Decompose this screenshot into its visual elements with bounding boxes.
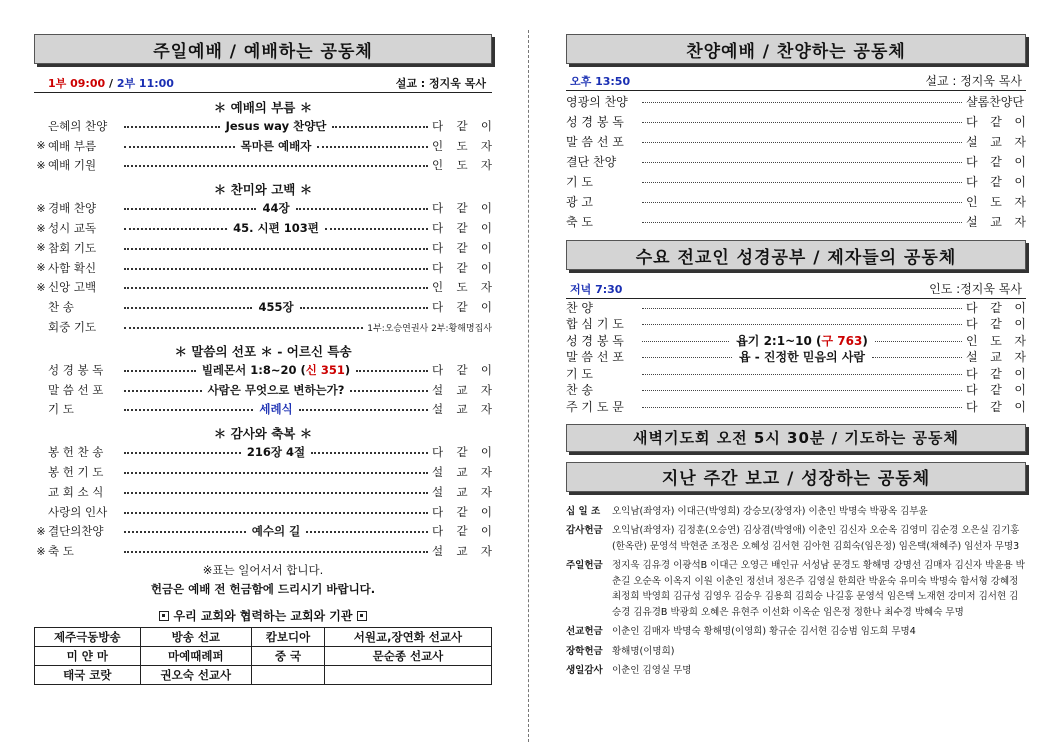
order-label: 축 도 — [48, 544, 74, 559]
order-leader: 다 같 이 — [432, 240, 492, 255]
order-row — [34, 482, 492, 502]
order-detail-text: 빌레몬서 1:8~20 ( — [201, 362, 306, 377]
dot-leader — [124, 452, 241, 454]
order-detail — [239, 138, 314, 154]
praise-preacher: 설교 : 정지욱 목사 — [925, 74, 1022, 88]
order-row — [566, 316, 1026, 333]
dot-leader — [124, 512, 428, 514]
order-leader: 설 교 자 — [432, 544, 492, 559]
order-label: 봉 헌 찬 송 — [48, 445, 104, 460]
partners-cell: 권오숙 선교사 — [140, 666, 252, 685]
partners-row — [35, 666, 492, 685]
order-label: 사함 확신 — [48, 260, 97, 275]
partners-title — [34, 607, 492, 625]
report-item — [566, 624, 1026, 640]
order-label: 은혜의 찬양 — [48, 118, 108, 133]
partners-cell: 서원교,장연화 선교사 — [324, 628, 491, 647]
order-label: 말 씀 선 포 — [566, 350, 624, 365]
report-names: 이춘인 김영실 무명 — [612, 665, 692, 676]
dot-leader — [317, 146, 428, 148]
dot-leader — [124, 472, 428, 474]
sunday-preacher: 설교 : 정지욱 목사 — [395, 77, 486, 90]
weekly-report-banner: 지난 주간 보고 / 성장하는 공동체 — [566, 462, 1026, 492]
report-item — [566, 558, 1026, 620]
order-leader: 다 같 이 — [432, 524, 493, 539]
order-detail — [245, 444, 307, 460]
dot-leader — [124, 248, 428, 250]
column-divider — [528, 30, 529, 742]
partners-row — [35, 628, 492, 647]
dot-leader — [124, 146, 235, 148]
order-detail — [257, 401, 294, 417]
dot-leader — [642, 324, 962, 325]
dot-leader — [325, 228, 428, 230]
order-label: 회중 기도 — [48, 320, 97, 335]
partners-cell — [252, 666, 325, 685]
order-label: 광 고 — [566, 194, 593, 209]
sunday-service-info — [34, 76, 492, 93]
dot-leader — [306, 531, 428, 533]
dot-leader — [124, 409, 253, 411]
partners-cell: 태국 코랏 — [35, 666, 141, 685]
standing-mark: ※ — [36, 261, 46, 275]
order-detail — [260, 200, 291, 216]
dot-leader — [642, 162, 962, 163]
order-label: 신앙 고백 — [48, 280, 97, 295]
order-row — [566, 131, 1026, 151]
order-leader: 다 같 이 — [432, 118, 493, 133]
first-service-time: 1부 09:00 — [48, 77, 106, 90]
order-label: 성 경 봉 독 — [566, 333, 624, 348]
order-row — [566, 398, 1026, 415]
order-label: 성 경 봉 독 — [566, 114, 624, 129]
report-category: 선교헌금 — [566, 626, 603, 637]
order-label: 성시 교독 — [48, 221, 97, 236]
order-row — [34, 400, 492, 420]
dot-leader — [642, 357, 732, 358]
praise-order-of-service — [566, 91, 1026, 231]
dot-leader — [299, 409, 428, 411]
dot-leader — [300, 307, 428, 309]
partners-cell: 방송 선교 — [140, 628, 252, 647]
report-category: 십 일 조 — [566, 505, 601, 517]
dot-leader — [124, 126, 220, 128]
order-detail-end: ) — [862, 333, 868, 348]
order-label: 찬 양 — [566, 300, 593, 315]
order-row — [34, 297, 492, 317]
order-label: 결단의찬양 — [48, 524, 104, 539]
order-row — [34, 541, 492, 561]
standing-mark: ※ — [36, 221, 46, 235]
report-item — [566, 523, 1026, 554]
report-category: 주일헌금 — [566, 560, 603, 571]
order-leader: 인 도 자 — [432, 138, 493, 153]
order-label: 축 도 — [566, 214, 593, 229]
dot-leader — [311, 452, 428, 454]
dot-leader — [124, 551, 428, 553]
order-leader: 설 교 자 — [966, 214, 1026, 229]
order-row — [34, 380, 492, 400]
standing-note: ※표는 일어서서 합니다. — [202, 563, 324, 578]
order-label: 말 씀 선 포 — [48, 382, 104, 397]
order-label: 결단 찬양 — [566, 154, 617, 169]
order-detail — [200, 362, 352, 378]
order-row — [34, 156, 492, 176]
order-detail-text: 455장 — [258, 300, 294, 315]
order-leader: 다 같 이 — [966, 366, 1026, 381]
order-detail-end: ) — [344, 362, 351, 377]
order-label: 찬 송 — [48, 300, 74, 315]
order-leader: 다 같 이 — [966, 399, 1026, 414]
report-names: 정지욱 김유경 이광석B 이대근 오영근 배인규 서성남 문경도 황해명 강명선 김매자 김신자 박윤용 박춘길 오순옥 이옥지 이원 이춘인 정선녀 정은주 김영실 한희란 박윤숙 유미숙 박명숙 함서형 강혜정 최정희 박영희 김규성 김영우 김승우 김용희 김희승 나길홍 문영석 임은택 노재현 강미저 김서현 김승경 김유경B 박광희 오혜은 유현주 이선화 이옥순 임은정 정한나 최수경 박혜숙 무명 — [612, 560, 1025, 618]
order-row — [566, 299, 1026, 316]
partners-row — [35, 647, 492, 666]
order-leader: 인 도 자 — [966, 194, 1026, 209]
order-label: 교 회 소 식 — [48, 484, 104, 499]
order-row — [34, 442, 492, 462]
sunday-order-of-service — [34, 99, 492, 561]
order-leader: 다 같 이 — [432, 504, 492, 519]
order-row — [566, 382, 1026, 399]
dot-leader — [124, 228, 227, 230]
dot-leader — [642, 374, 962, 375]
order-label: 예배 기원 — [48, 158, 97, 173]
report-names: 오익남(좌영자) 김정훈(오승연) 김상겸(박영애) 이춘인 김신자 오순옥 김영미 김순경 오은실 김기홍(한옥란) 문영석 박현준 조정은 오혜성 김서현 김아현 김희숙(임은정) 임은택(채혜주) 임선자 무명3 — [612, 525, 1020, 552]
order-row — [34, 360, 492, 380]
order-label: 찬 송 — [566, 383, 593, 398]
order-row — [566, 211, 1026, 231]
dot-leader — [124, 268, 428, 270]
wednesday-study-banner: 수요 전교인 성경공부 / 제자들의 공동체 — [566, 240, 1026, 270]
dot-leader — [124, 390, 202, 392]
dot-leader — [872, 357, 962, 358]
report-names: 이춘인 김매자 박명숙 황해명(이영희) 황규순 김서현 김승범 임도희 무명4 — [612, 626, 916, 637]
standing-mark: ※ — [36, 139, 46, 153]
order-label: 예배 부름 — [48, 138, 97, 153]
wednesday-leader: 인도 :정지욱 목사 — [929, 282, 1022, 296]
order-leader: 1부:오승연권사 2부:황해명집사 — [367, 323, 492, 334]
partners-cell — [324, 666, 491, 685]
order-label: 봉 헌 기 도 — [48, 465, 104, 480]
dot-leader — [642, 222, 962, 223]
report-item — [566, 644, 1026, 660]
order-row — [566, 111, 1026, 131]
dot-leader — [332, 126, 428, 128]
order-row — [566, 365, 1026, 382]
section-title: ＊ 말씀의 선포 ＊ - 어르신 특송 — [174, 343, 352, 359]
order-detail-text: 216장 4절 — [246, 445, 306, 460]
scripture-page: 구 763 — [821, 333, 863, 348]
left-column — [34, 34, 492, 685]
order-detail-text: Jesus way 찬양단 — [225, 118, 327, 133]
standing-mark: ※ — [36, 241, 46, 255]
dot-leader — [124, 307, 252, 309]
dot-leader — [642, 308, 962, 309]
order-row — [566, 91, 1026, 111]
order-leader: 다 같 이 — [432, 201, 492, 216]
dot-leader — [124, 208, 256, 210]
standing-mark: ※ — [36, 201, 46, 215]
order-leader: 다 같 이 — [966, 300, 1026, 315]
bullet-square-icon — [357, 611, 367, 621]
order-row — [566, 191, 1026, 211]
dot-leader — [124, 531, 246, 533]
order-row — [34, 218, 492, 238]
order-detail-highlight: 세례식 — [259, 402, 293, 417]
order-label: 성 경 봉 독 — [48, 362, 104, 377]
dot-leader — [642, 122, 962, 123]
dot-leader — [124, 287, 428, 289]
weekly-report — [566, 504, 1026, 679]
wednesday-order-of-service — [566, 299, 1026, 415]
dot-leader — [642, 202, 962, 203]
standing-mark: ※ — [36, 544, 46, 558]
order-row — [34, 238, 492, 258]
order-leader: 설 교 자 — [432, 465, 492, 480]
order-leader: 다 같 이 — [966, 114, 1026, 129]
order-label: 기 도 — [566, 366, 593, 381]
second-service-time: 2부 11:00 — [116, 77, 174, 90]
order-row — [566, 151, 1026, 171]
report-names: 오익남(좌영자) 이대근(박영희) 강승모(장영자) 이춘인 박명숙 박광옥 김부윤 — [612, 505, 928, 517]
partners-cell: 중 국 — [252, 647, 325, 666]
order-row — [34, 198, 492, 218]
order-row — [34, 116, 492, 136]
wednesday-time: 저녁 7:30 — [570, 283, 623, 296]
partners-cell: 캄보디아 — [252, 628, 325, 647]
order-label: 영광의 찬양 — [566, 94, 628, 109]
praise-service-time: 오후 13:50 — [570, 75, 631, 88]
order-leader: 설 교 자 — [432, 382, 493, 397]
report-item — [566, 504, 1026, 520]
order-label: 기 도 — [566, 174, 593, 189]
order-detail-text: 목마른 예배자 — [240, 138, 312, 153]
order-detail — [224, 118, 329, 134]
order-row — [34, 502, 492, 522]
order-row — [34, 136, 492, 156]
order-row — [34, 317, 492, 337]
order-detail — [250, 523, 302, 539]
wednesday-study-info — [566, 282, 1026, 299]
partners-table — [34, 627, 492, 685]
order-leader: 인 도 자 — [966, 333, 1026, 348]
report-category: 감사헌금 — [566, 525, 603, 536]
order-leader: 다 같 이 — [432, 221, 492, 236]
dot-leader — [124, 492, 428, 494]
order-leader: 다 같 이 — [966, 317, 1026, 332]
order-row — [34, 462, 492, 482]
order-row — [566, 171, 1026, 191]
order-row — [34, 278, 492, 298]
report-item — [566, 663, 1026, 679]
order-row — [34, 258, 492, 278]
dot-leader — [642, 390, 962, 391]
service-times — [48, 75, 174, 91]
bullet-square-icon — [159, 611, 169, 621]
praise-service-banner: 찬양예배 / 찬양하는 공동체 — [566, 34, 1026, 64]
time-separator: / — [105, 77, 117, 90]
section-title: ＊ 찬미와 고백 ＊ — [213, 182, 313, 198]
order-detail-text: 예수의 길 — [251, 524, 301, 539]
order-detail-text: 욥기 2:1~10 ( — [736, 333, 822, 348]
order-detail-text: 45. 시편 103편 — [233, 221, 319, 236]
section-title: ＊ 예배의 부름 ＊ — [213, 100, 313, 115]
order-detail — [736, 348, 868, 365]
partners-cell: 문순종 선교사 — [324, 647, 491, 666]
dot-leader — [642, 182, 962, 183]
dot-leader — [296, 208, 428, 210]
order-label: 경배 찬양 — [48, 201, 97, 216]
partners-title-text: 우리 교회와 협력하는 교회와 기관 — [173, 609, 353, 624]
order-leader: 다 같 이 — [432, 260, 492, 275]
dot-leader — [356, 370, 428, 372]
order-label: 사랑의 인사 — [48, 504, 108, 519]
dot-leader — [124, 165, 428, 167]
order-row — [566, 349, 1026, 366]
section-title: ＊ 감사와 축복 ＊ — [213, 426, 313, 442]
standing-mark: ※ — [36, 280, 46, 294]
order-leader: 다 같 이 — [966, 383, 1026, 398]
dot-leader — [124, 327, 363, 329]
order-label: 합 심 기 도 — [566, 317, 624, 332]
order-detail-text: 사람은 무엇으로 변하는가? — [207, 382, 345, 397]
order-detail-text: 욥 - 진정한 믿음의 사람 — [738, 350, 866, 365]
standing-mark: ※ — [36, 158, 46, 172]
dot-leader — [642, 102, 962, 103]
dawn-prayer-banner: 새벽기도회 오전 5시 30분 / 기도하는 공동체 — [566, 424, 1026, 452]
dot-leader — [350, 390, 428, 392]
order-leader: 설 교 자 — [432, 402, 493, 417]
order-leader: 샬롬찬양단 — [966, 94, 1024, 109]
order-leader: 인 도 자 — [432, 158, 492, 173]
order-leader: 다 같 이 — [432, 362, 492, 377]
order-label: 주 기 도 문 — [566, 399, 624, 414]
order-row — [566, 332, 1026, 349]
order-leader: 다 같 이 — [432, 445, 493, 460]
order-label: 참회 기도 — [48, 240, 97, 255]
praise-service-info — [566, 74, 1026, 91]
offering-note: 헌금은 예배 전 헌금함에 드리시기 바랍니다. — [150, 582, 376, 597]
order-leader: 설 교 자 — [432, 484, 492, 499]
order-leader: 다 같 이 — [966, 174, 1026, 189]
dot-leader — [642, 407, 962, 408]
order-leader: 설 교 자 — [966, 134, 1026, 149]
order-leader: 다 같 이 — [432, 300, 492, 315]
standing-mark: ※ — [36, 524, 46, 538]
report-names: 황해명(이명희) — [612, 645, 675, 657]
dot-leader — [124, 370, 196, 372]
order-label: 기 도 — [48, 402, 74, 417]
partners-cell: 미 얀 마 — [35, 647, 141, 666]
order-leader: 다 같 이 — [966, 154, 1026, 169]
sunday-service-banner: 주일예배 / 예배하는 공동체 — [34, 34, 492, 64]
dot-leader — [642, 341, 729, 342]
dot-leader — [642, 142, 962, 143]
order-label: 말 씀 선 포 — [566, 134, 624, 149]
order-detail — [206, 382, 347, 398]
report-category: 장학헌금 — [566, 645, 603, 657]
dot-leader — [875, 341, 962, 342]
report-category: 생일감사 — [566, 665, 603, 676]
order-detail — [733, 332, 871, 349]
partners-cell: 제주극동방송 — [35, 628, 141, 647]
right-column — [566, 34, 1026, 683]
order-detail — [231, 220, 321, 236]
order-leader: 인 도 자 — [432, 280, 492, 295]
partners-cell: 마예때례퍼 — [140, 647, 252, 666]
order-leader: 설 교 자 — [966, 350, 1026, 365]
order-row — [34, 522, 492, 542]
order-detail — [256, 299, 295, 315]
scripture-page: 신 351 — [305, 362, 345, 377]
order-detail-text: 44장 — [262, 201, 290, 216]
